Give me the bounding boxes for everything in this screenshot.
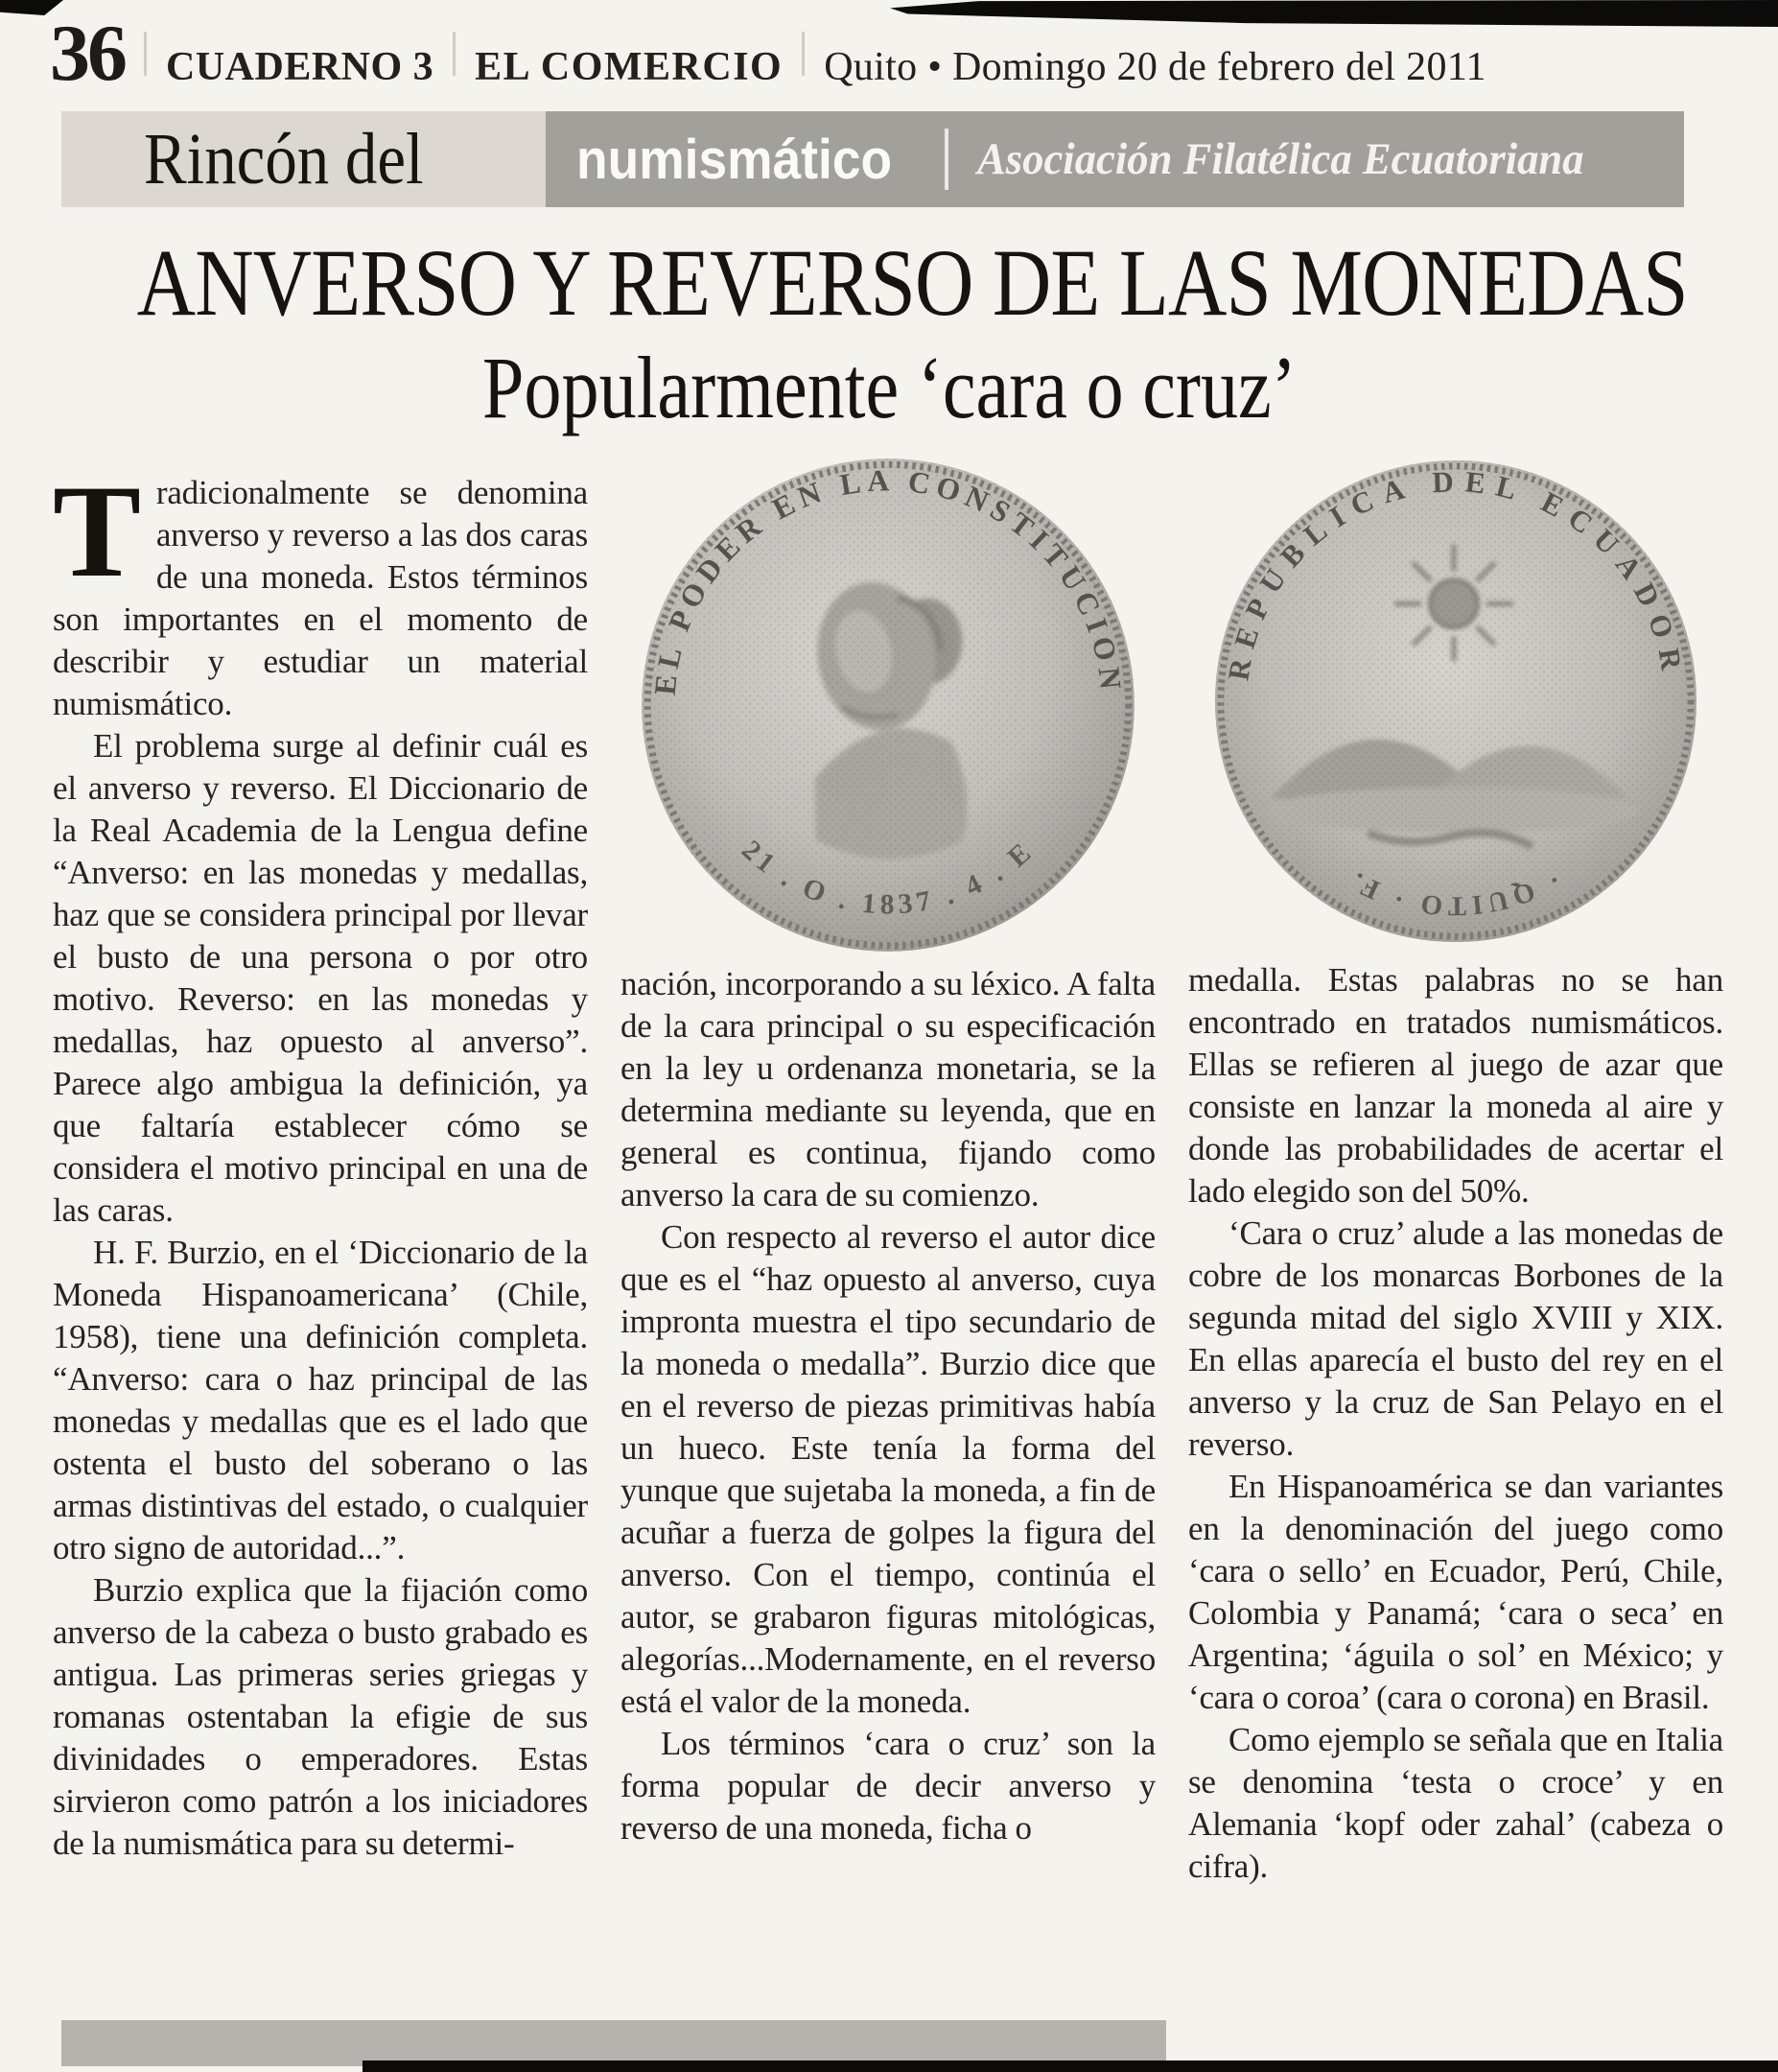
banner-attribution: Asociación Filatélica Ecuatoriana: [976, 134, 1584, 184]
column-3: [1188, 472, 1723, 1888]
section-label: CUADERNO 3: [166, 45, 434, 89]
column-2: [620, 472, 1156, 1888]
page-number: 36: [50, 9, 125, 98]
paragraph: ‘Cara o cruz’ alude a las monedas de cobre de los monarcas Borbones de la segunda mitad del siglo XVIII y XIX. En ellas aparecía el busto del rey en el anverso y la cruz de San Pelayo en el reverso.: [1188, 1214, 1723, 1463]
banner-kicker: Rincón del: [144, 118, 424, 200]
coin-obverse-image: [634, 451, 1142, 959]
headline: [0, 229, 1778, 436]
banner-highlight: numismático: [576, 128, 893, 191]
newspaper-name: EL COMERCIO: [475, 45, 784, 89]
banner-kicker-panel: [61, 111, 546, 207]
headline-line2: Popularmente ‘cara o cruz’: [481, 339, 1297, 436]
paragraph: nación, incorporando a su léxico. A falta de la cara principal o su especificación en la ley u ordenanza monetaria, se la determina mediante su leyenda, que en general es continua, fijando como anverso la cara de su comienzo.: [620, 965, 1156, 1213]
banner-divider: [945, 129, 948, 190]
paragraph: El problema surge al definir cuál es el anverso y reverso. El Diccionario de la Real Academia de la Lengua define “Anverso: en las monedas y medallas, haz que se considera principal por llevar el busto de una persona o por otro motivo. Reverso: en las monedas y medallas, haz opuesto al anverso”. Parece algo ambigua la definición, ya que faltaría establecer cómo se considera el motivo principal en una de las caras.: [53, 727, 588, 1229]
dateline: Quito • Domingo 20 de febrero del 2011: [824, 45, 1486, 89]
separator-bar: [802, 32, 805, 76]
paragraph: medalla. Estas palabras no se han encontrado en tratados numismáticos. Ellas se refieren al juego de azar que consiste en lanzar la moneda al aire y donde las probabilidades de acertar el lado elegido son del 50%.: [1188, 961, 1723, 1210]
paragraph: Los términos ‘cara o cruz’ son la forma popular de decir anverso y reverso de una moneda, ficha o: [620, 1725, 1156, 1847]
article-body: [53, 458, 1723, 1888]
halftone-overlay: [1215, 460, 1696, 942]
dropcap-letter: T: [53, 458, 141, 604]
footer-gray-bar: [61, 2020, 1166, 2066]
halftone-overlay: [642, 459, 1135, 952]
coin-reverse-image: [1207, 453, 1704, 950]
column-1: [53, 458, 588, 1888]
paragraph: [53, 458, 588, 725]
paragraph: Burzio explica que la fijación como anverso de la cabeza o busto grabado es antigua. Las primeras series griegas y romanas ostentaban la efigie de sus divinidades o emperadores. Estas sirvieron como patrón a los iniciadores de la numismática para su determi-: [53, 1571, 588, 1862]
separator-bar: [453, 32, 456, 76]
scan-artifact-bottom: [363, 2060, 1778, 2072]
paragraph: Con respecto al reverso el autor dice que es el “haz opuesto al anverso, cuya impronta muestra el tipo secundario de la moneda o medalla”. Burzio dice que en el reverso de piezas primitivas había un hueco. Este tenía la forma del yunque que sujetaba la moneda, a fin de acuñar a fuerza de golpes la figura del anverso. Con el tiempo, continúa el autor, se grabaron figuras mitológicas, alegorías...Modernamente, en el reverso está el valor de la moneda.: [620, 1218, 1156, 1720]
paragraph: En Hispanoamérica se dan variantes en la denominación del juego como ‘cara o sello’ en Ecuador, Perú, Chile, Colombia y Panamá; ‘cara o seca’ en Argentina; ‘águila o sol’ en México; y ‘cara o coroa’ (cara o corona) en Brasil.: [1188, 1468, 1723, 1716]
paragraph: Como ejemplo se señala que en Italia se denomina ‘testa o croce’ y en Alemania ‘kopf oder zahal’ (cabeza o cifra).: [1188, 1721, 1723, 1885]
headline-line1: ANVERSO Y REVERSO DE LAS MONEDAS: [136, 229, 1688, 336]
separator-bar: [144, 32, 147, 76]
paragraph: H. F. Burzio, en el ‘Diccionario de la Moneda Hispanoamericana’ (Chile, 1958), tiene una definición completa. “Anverso: cara o haz principal de las monedas y medallas que es el lado que ostenta el busto del soberano o las armas distintivas del estado, o cualquier otro signo de autoridad...”.: [53, 1234, 588, 1566]
coin-reverse-photo: [1188, 443, 1723, 959]
section-banner: [61, 111, 1684, 207]
coin-obverse-photo: [620, 447, 1156, 963]
paragraph-text: radicionalmente se denomina anverso y reverso a las dos caras de una moneda. Estos términos son importantes en el momento de describir y estudiar un material numismático.: [53, 474, 588, 722]
masthead: [50, 9, 1486, 98]
banner-title-panel: [546, 111, 1684, 207]
